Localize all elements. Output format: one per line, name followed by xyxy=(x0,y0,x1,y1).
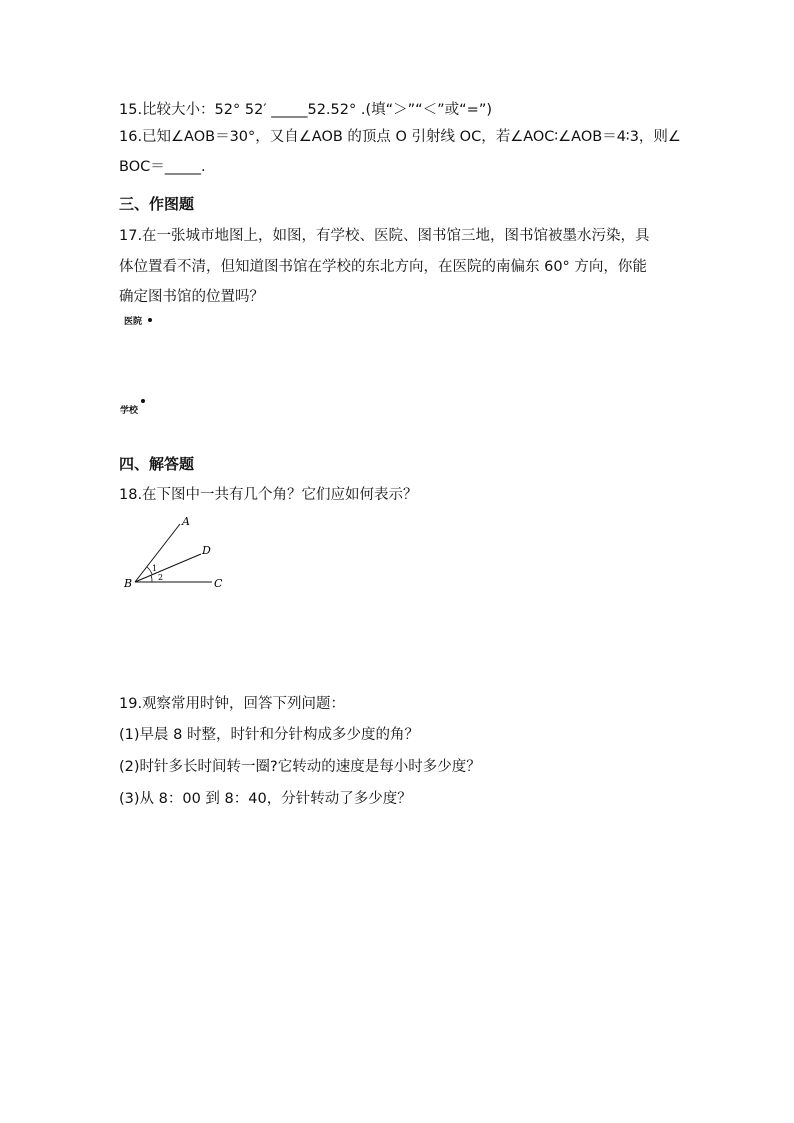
label-1: 1 xyxy=(152,564,158,573)
ray-bd xyxy=(135,554,201,582)
question-19: 19.观察常用时钟，回答下列问题： xyxy=(119,696,346,712)
question-17-line-1: 17.在一张城市地图上，如图，有学校、医院、图书馆三地，图书馆被墨水污染，具 xyxy=(119,228,650,244)
label-D: D xyxy=(202,544,211,557)
label-A: A xyxy=(182,515,190,528)
question-19-part-3: (3)从 8：00 到 8：40，分针转动了多少度？ xyxy=(119,791,412,807)
question-19-part-2: (2)时针多长时间转一圈?它转动的速度是每小时多少度？ xyxy=(119,759,481,775)
question-15: 15.比较大小：52° 52′ _____52.52° .(填“＞”“＜”或“=”) xyxy=(119,102,492,118)
map-label-hospital: 医院 xyxy=(124,317,143,327)
hospital-dot xyxy=(148,318,152,322)
section-heading-answers: 四、解答题 xyxy=(119,455,195,473)
question-16-line-1: 16.已知∠AOB＝30°，又自∠AOB 的顶点 O 引射线 OC，若∠AOC∶∠AOB＝4∶3，则∠ xyxy=(119,129,681,145)
question-16-line-2: BOC＝_____. xyxy=(119,159,206,175)
label-C: C xyxy=(214,577,223,590)
section-heading-drawing: 三、作图题 xyxy=(119,195,195,213)
question-19-part-1: (1)早晨 8 时整，时针和分针构成多少度的角？ xyxy=(119,727,419,743)
label-B: B xyxy=(124,577,133,590)
question-18: 18.在下图中一共有几个角？它们应如何表示？ xyxy=(119,487,418,503)
question-17-line-3: 确定图书馆的位置吗？ xyxy=(119,289,264,305)
angle-arc-2 xyxy=(151,575,152,582)
angle-figure xyxy=(118,512,238,594)
school-dot xyxy=(141,399,145,403)
map-label-school: 学校 xyxy=(120,406,139,416)
question-17-line-2: 体位置看不清，但知道图书馆在学校的东北方向，在医院的南偏东 60° 方向，你能 xyxy=(119,259,647,275)
label-2: 2 xyxy=(158,573,164,582)
